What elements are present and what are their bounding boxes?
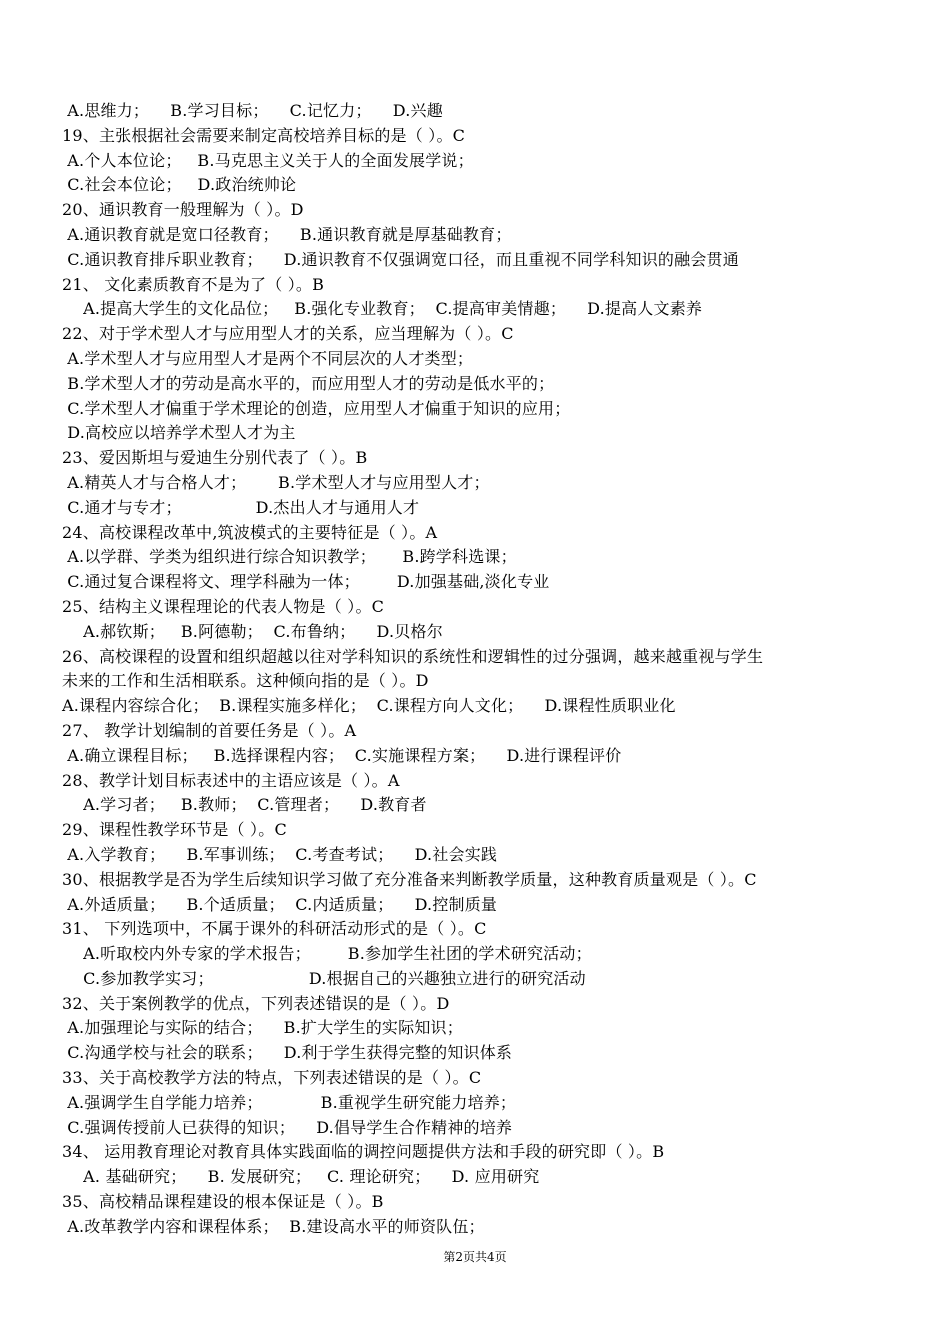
- text-line: A.学习者； B.教师； C.管理者； D.教育者: [62, 795, 427, 815]
- text-line: A.个人本位论； B.马克思主义关于人的全面发展学说；: [62, 150, 474, 170]
- text-line: 21、 文化素质教育不是为了（ ）。B: [62, 274, 325, 294]
- text-line: A.提高大学生的文化品位； B.强化专业教育； C.提高审美情趣； D.提高人文素养: [62, 299, 703, 319]
- text-line: A.精英人才与合格人才； B.学术型人才与应用型人才；: [62, 472, 490, 492]
- text-line: A.入学教育； B.军事训练； C.考查考试； D.社会实践: [62, 844, 498, 864]
- text-line: A.郝钦斯； B.阿德勒； C.布鲁纳； D.贝格尔: [62, 621, 443, 641]
- text-line: A.学术型人才与应用型人才是两个不同层次的人才类型；: [62, 348, 474, 368]
- text-line: 22、对于学术型人才与应用型人才的关系，应当理解为（ ）。C: [62, 324, 514, 344]
- text-line: 未来的工作和生活相联系。这种倾向指的是（ ）。D: [62, 671, 429, 691]
- text-line: 20、通识教育一般理解为（ ）。D: [62, 200, 304, 220]
- page-footer: 第2页共4页: [443, 1250, 507, 1264]
- text-line: 31、 下列选项中，不属于课外的科研活动形式的是（ ）。C: [62, 919, 487, 939]
- text-line: 27、 教学计划编制的首要任务是（ ）。A: [62, 720, 357, 740]
- text-line: A.听取校内外专家的学术报告； B.参加学生社团的学术研究活动；: [62, 944, 592, 964]
- text-line: A.以学群、学类为组织进行综合知识教学； B.跨学科选课；: [62, 547, 517, 567]
- text-line: 28、教学计划目标表述中的主语应该是（ ）。A: [62, 770, 400, 790]
- text-line: 30、根据教学是否为学生后续知识学习做了充分准备来判断教学质量，这种教育质量观是（ ）。C: [62, 869, 757, 889]
- text-line: 23、爱因斯坦与爱迪生分别代表了（ ）。B: [62, 448, 368, 468]
- text-line: 19、主张根据社会需要来制定高校培养目标的是（ ）。C: [62, 125, 466, 145]
- text-line: A.确立课程目标； B.选择课程内容； C.实施课程方案； D.进行课程评价: [62, 745, 622, 765]
- text-line: A.改革教学内容和课程体系； B.建设高水平的师资队伍；: [62, 1216, 485, 1236]
- text-line: 35、高校精品课程建设的根本保证是（ ）。B: [62, 1192, 384, 1212]
- text-line: A.课程内容综合化； B.课程实施多样化； C.课程方向人文化； D.课程性质职业化: [62, 696, 676, 716]
- text-line: C.沟通学校与社会的联系； D.利于学生获得完整的知识体系: [62, 1043, 513, 1063]
- text-line: 29、课程性教学环节是（ ）。C: [62, 820, 287, 840]
- text-line: A.思维力； B.学习目标； C.记忆力； D.兴趣: [62, 101, 443, 120]
- text-line: B.学术型人才的劳动是高水平的，而应用型人才的劳动是低水平的；: [62, 373, 555, 393]
- text-line: C.通过复合课程将文、理学科融为一体； D.加强基础,淡化专业: [62, 572, 550, 592]
- text-line: 32、关于案例教学的优点，下列表述错误的是（ ）。D: [62, 993, 450, 1013]
- text-line: A.通识教育就是宽口径教育； B.通识教育就是厚基础教育；: [62, 224, 512, 244]
- text-line: D.高校应以培养学术型人才为主: [62, 423, 296, 443]
- text-line: C.通才与专才； D.杰出人才与通用人才: [62, 497, 420, 517]
- text-line: 26、高校课程的设置和组织超越以往对学科知识的系统性和逻辑性的过分强调，越来越重视与学生: [62, 646, 764, 666]
- text-line: 25、结构主义课程理论的代表人物是（ ）。C: [62, 596, 385, 616]
- text-line: 33、关于高校教学方法的特点，下列表述错误的是（ ）。C: [62, 1068, 482, 1088]
- text-line: A. 基础研究； B. 发展研究； C. 理论研究； D. 应用研究: [62, 1167, 540, 1187]
- text-line: 34、 运用教育理论对教育具体实践面临的调控问题提供方法和手段的研究即（ ）。B: [62, 1142, 665, 1162]
- text-line: A.加强理论与实际的结合； B.扩大学生的实际知识；: [62, 1018, 463, 1038]
- text-line: C.社会本位论； D.政治统帅论: [62, 175, 297, 195]
- document-body: [62, 99, 892, 1240]
- text-line: C.通识教育排斥职业教育； D.通识教育不仅强调宽口径，而且重视不同学科知识的融会贯通: [62, 249, 739, 269]
- text-line: C.学术型人才偏重于学术理论的创造，应用型人才偏重于知识的应用；: [62, 398, 571, 418]
- text-line: A.强调学生自学能力培养； B.重视学生研究能力培养；: [62, 1092, 517, 1112]
- text-line: 24、高校课程改革中,筑波模式的主要特征是（ ）。A: [62, 522, 438, 542]
- text-line: C.参加教学实习； D.根据自己的兴趣独立进行的研究活动: [62, 968, 586, 988]
- text-line: C.强调传授前人已获得的知识； D.倡导学生合作精神的培养: [62, 1117, 513, 1137]
- text-line: A.外适质量； B.个适质量； C.内适质量； D.控制质量: [62, 894, 498, 914]
